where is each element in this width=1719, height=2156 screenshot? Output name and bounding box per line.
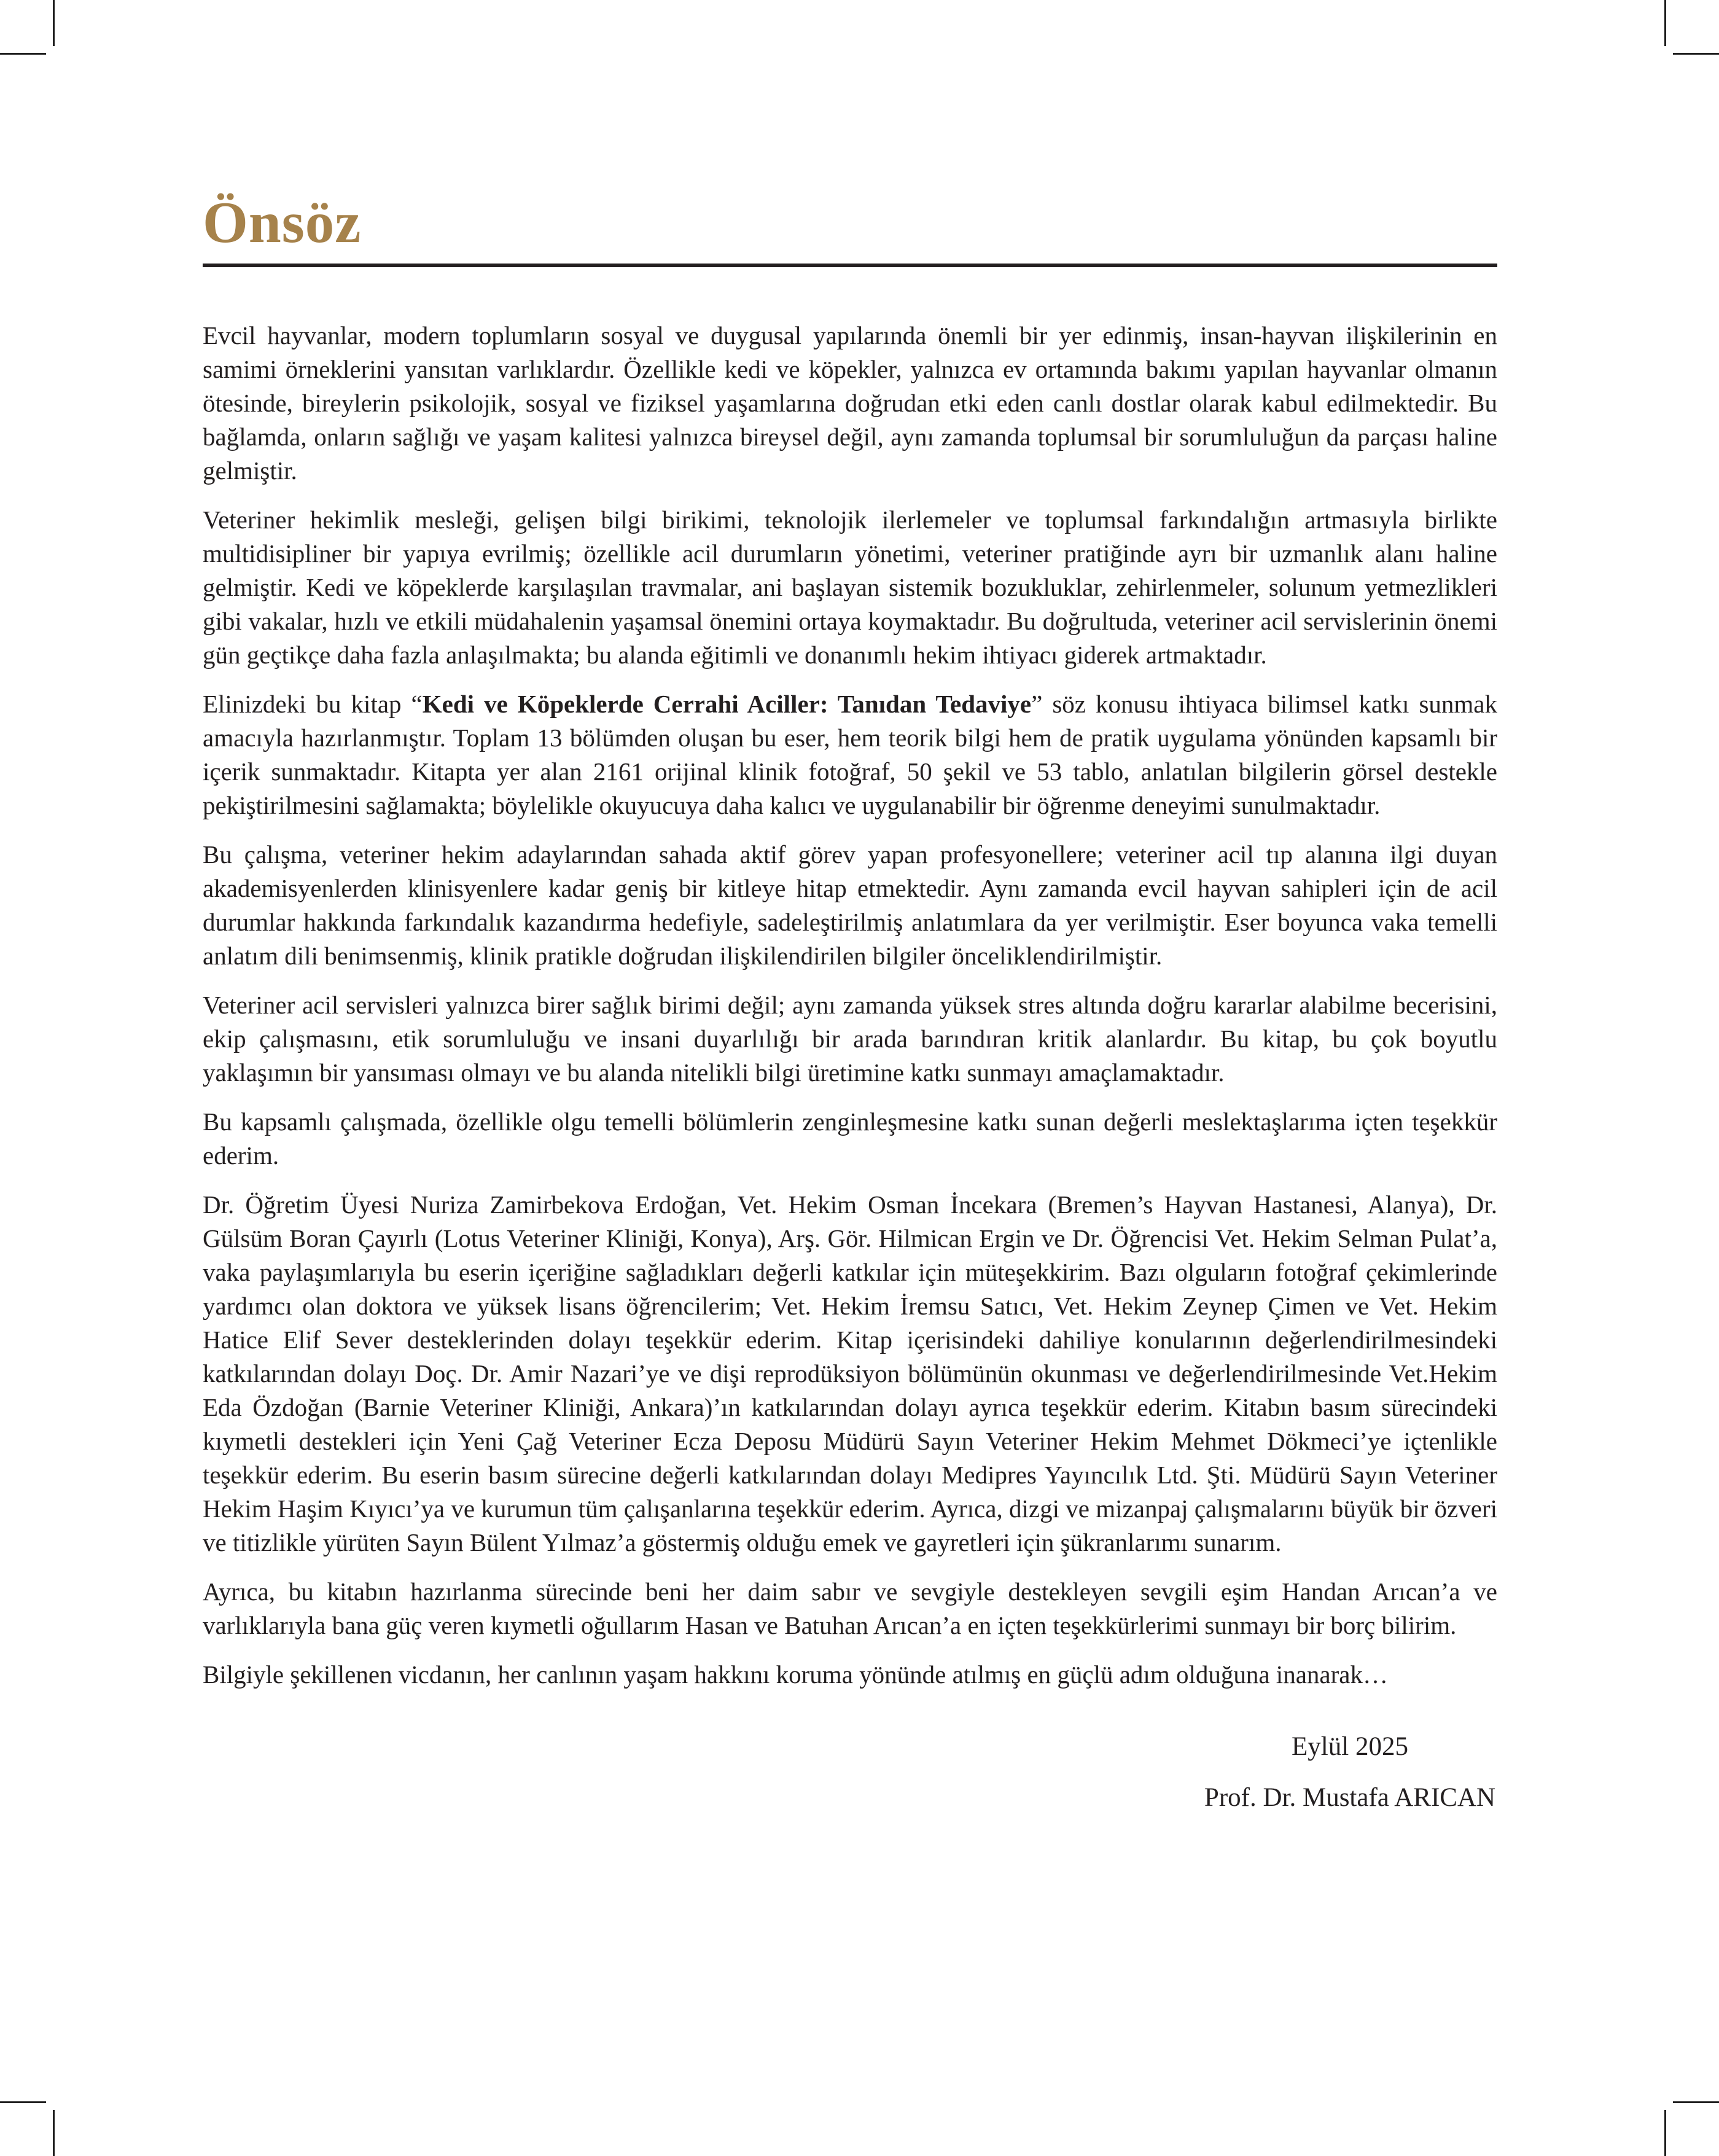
book-title-bold: Kedi ve Köpeklerde Cerrahi Aciller: Tanıdan Tedaviye <box>422 690 1032 719</box>
crop-mark-top-right-vertical <box>1664 0 1666 46</box>
paragraph-text: Bilgiyle şekillenen vicdanın, her canlının yaşam hakkını koruma yönünde atılmış en güçlü adım olduğuna inanarak… <box>203 1660 1388 1689</box>
paragraph <box>203 1188 1497 1560</box>
crop-mark-top-left-horizontal <box>0 53 46 55</box>
crop-mark-bottom-left-horizontal <box>0 2101 46 2103</box>
paragraph <box>203 319 1497 488</box>
paragraph <box>203 1575 1497 1642</box>
paragraph <box>203 1105 1497 1173</box>
crop-mark-top-left-vertical <box>53 0 55 46</box>
preface-paragraphs <box>203 319 1497 1692</box>
crop-mark-top-right-horizontal <box>1673 53 1719 55</box>
paragraph-text: Veteriner acil servisleri yalnızca birer sağlık birimi değil; aynı zamanda yüksek stres altında doğru kararlar alabilme becerisini, ekip çalışmasını, etik sorumluluğu ve insani duyarlılığı bir arada barındıran kritik alanlardır. Bu kitap, bu çok boyutlu yaklaşımın bir yansıması olmayı ve bu alanda nitelikli bilgi üretimine katkı sunmayı amaçlamaktadır. <box>203 991 1497 1087</box>
crop-mark-bottom-left-vertical <box>53 2110 55 2156</box>
paragraph <box>203 838 1497 973</box>
crop-mark-bottom-right-horizontal <box>1673 2101 1719 2103</box>
paragraph <box>203 1658 1497 1692</box>
paragraph-text: Bu çalışma, veteriner hekim adaylarından sahada aktif görev yapan profesyonellere; veteriner acil tıp alanına ilgi duyan akademisyenlerden klinisyenlere kadar geniş bir kitleye hitap etmektedir. Aynı zamanda evcil hayvan sahipleri için de acil durumlar hakkında farkındalık kazandırma hedefiyle, sadeleştirilmiş anlatımlara da yer verilmiştir. Eser boyunca vaka temelli anlatım dili benimsenmiş, klinik pratikle doğrudan ilişkilendirilen bilgiler önceliklendirilmiştir. <box>203 840 1497 971</box>
signature-author: Prof. Dr. Mustafa ARICAN <box>1204 1783 1496 1813</box>
page-title: Önsöz <box>203 190 362 255</box>
paragraph <box>203 503 1497 672</box>
paragraph-text: Dr. Öğretim Üyesi Nuriza Zamirbekova Erdoğan, Vet. Hekim Osman İncekara (Bremen’s Hayvan Hastanesi, Alanya), Dr. Gülsüm Boran Çayırlı (Lotus Veteriner Kliniği, Konya), Arş. Gör. Hilmican Ergin ve Dr. Öğrencisi Vet. Hekim Selman Pulat’a, vaka paylaşımlarıyla bu eserin içeriğine sağladıkları değerli katkılar için müteşekkirim. Bazı olguların fotoğraf çekimlerinde yardımcı olan doktora ve yüksek lisans öğrencilerim; Vet. Hekim İremsu Satıcı, Vet. Hekim Zeynep Çimen ve Vet. Hekim Hatice Elif Sever desteklerinden dolayı teşekkür ederim. Kitap içerisindeki dahiliye konularının değerlendirilmesindeki katkılarından dolayı Doç. Dr. Amir Nazari’ye ve dişi reprodüksiyon bölümünün okunması ve değerlendirilmesinde Vet.Hekim Eda Özdoğan (Barnie Veteriner Kliniği, Ankara)’ın katkılarından dolayı ayrıca teşekkür ederim. Kitabın basım sürecindeki kıymetli destekleri için Yeni Çağ Veteriner Ecza Deposu Müdürü Sayın Veteriner Hekim Mehmet Dökmeci’ye içtenlikle teşekkür ederim. Bu eserin basım sürecine değerli katkılarından dolayı Medipres Yayıncılık Ltd. Şti. Müdürü Sayın Veteriner Hekim Haşim Kıyıcı’ya ve kurumun tüm çalışanlarına teşekkür ederim. Ayrıca, dizgi ve mizanpaj çalışmalarını büyük bir özveri ve titizlikle yürüten Sayın Bülent Yılmaz’a göstermiş olduğu emek ve gayretleri için şükranlarımı sunarım. <box>203 1190 1497 1557</box>
paragraph-text: Veteriner hekimlik mesleği, gelişen bilgi birikimi, teknolojik ilerlemeler ve toplumsal farkındalığın artmasıyla birlikte multidisipliner bir yapıya evrilmiş; özellikle acil durumların yönetimi, veteriner pratiğinde ayrı bir uzmanlık alanı haline gelmiştir. Kedi ve köpeklerde karşılaşılan travmalar, ani başlayan sistemik bozukluklar, zehirlenmeler, solunum yetmezlikleri gibi vakalar, hızlı ve etkili müdahalenin yaşamsal önemini ortaya koymaktadır. Bu doğrultuda, veteriner acil servislerinin önemi gün geçtikçe daha fazla anlaşılmakta; bu alanda eğitimli ve donanımlı hekim ihtiyacı giderek artmaktadır. <box>203 506 1497 670</box>
paragraph-text: ” söz konusu ihtiyaca bilimsel katkı sunmak amacıyla hazırlanmıştır. Toplam 13 bölümden oluşan bu eser, hem teorik bilgi hem de pratik uygulama yönünden kapsamlı bir içerik sunmaktadır. Kitapta yer alan 2161 orijinal klinik fotoğraf, 50 şekil ve 53 tablo, anlatılan bilgilerin görsel destekle pekiştirilmesini sağlamakta; böylelikle okuyucuya daha kalıcı ve uygulanabilir bir öğrenme deneyimi sunulmaktadır. <box>203 690 1497 820</box>
paragraph-text: Ayrıca, bu kitabın hazırlanma sürecinde beni her daim sabır ve sevgiyle destekleyen sevgili eşim Handan Arıcan’a ve varlıklarıyla bana güç veren kıymetli oğullarım Hasan ve Batuhan Arıcan’a en içten teşekkürlerimi sunmayı bir borç bilirim. <box>203 1577 1497 1640</box>
signature-block <box>1160 1730 1540 1814</box>
paragraph-text: Evcil hayvanlar, modern toplumların sosyal ve duygusal yapılarında önemli bir yer edinmiş, insan-hayvan ilişkilerinin en samimi örneklerini yansıtan varlıklardır. Özellikle kedi ve köpekler, yalnızca ev ortamında bakımı yapılan hayvanlar olmanın ötesinde, bireylerin psikolojik, sosyal ve fiziksel yaşamlarına doğrudan etki eden canlı dostlar olarak kabul edilmektedir. Bu bağlamda, onların sağlığı ve yaşam kalitesi yalnızca bireysel değil, aynı zamanda toplumsal bir sorumluluğun da parçası haline gelmiştir. <box>203 321 1497 485</box>
signature-date: Eylül 2025 <box>1292 1732 1408 1762</box>
paragraph-text: Bu kapsamlı çalışmada, özellikle olgu temelli bölümlerin zenginleşmesine katkı sunan değerli meslektaşlarıma içten teşekkür ederim. <box>203 1107 1497 1170</box>
page-content <box>203 189 1497 1814</box>
paragraph <box>203 687 1497 822</box>
paragraph <box>203 988 1497 1090</box>
crop-mark-bottom-right-vertical <box>1664 2110 1666 2156</box>
paragraph-text: Elinizdeki bu kitap “ <box>203 690 423 719</box>
title-divider-rule <box>203 264 1497 267</box>
